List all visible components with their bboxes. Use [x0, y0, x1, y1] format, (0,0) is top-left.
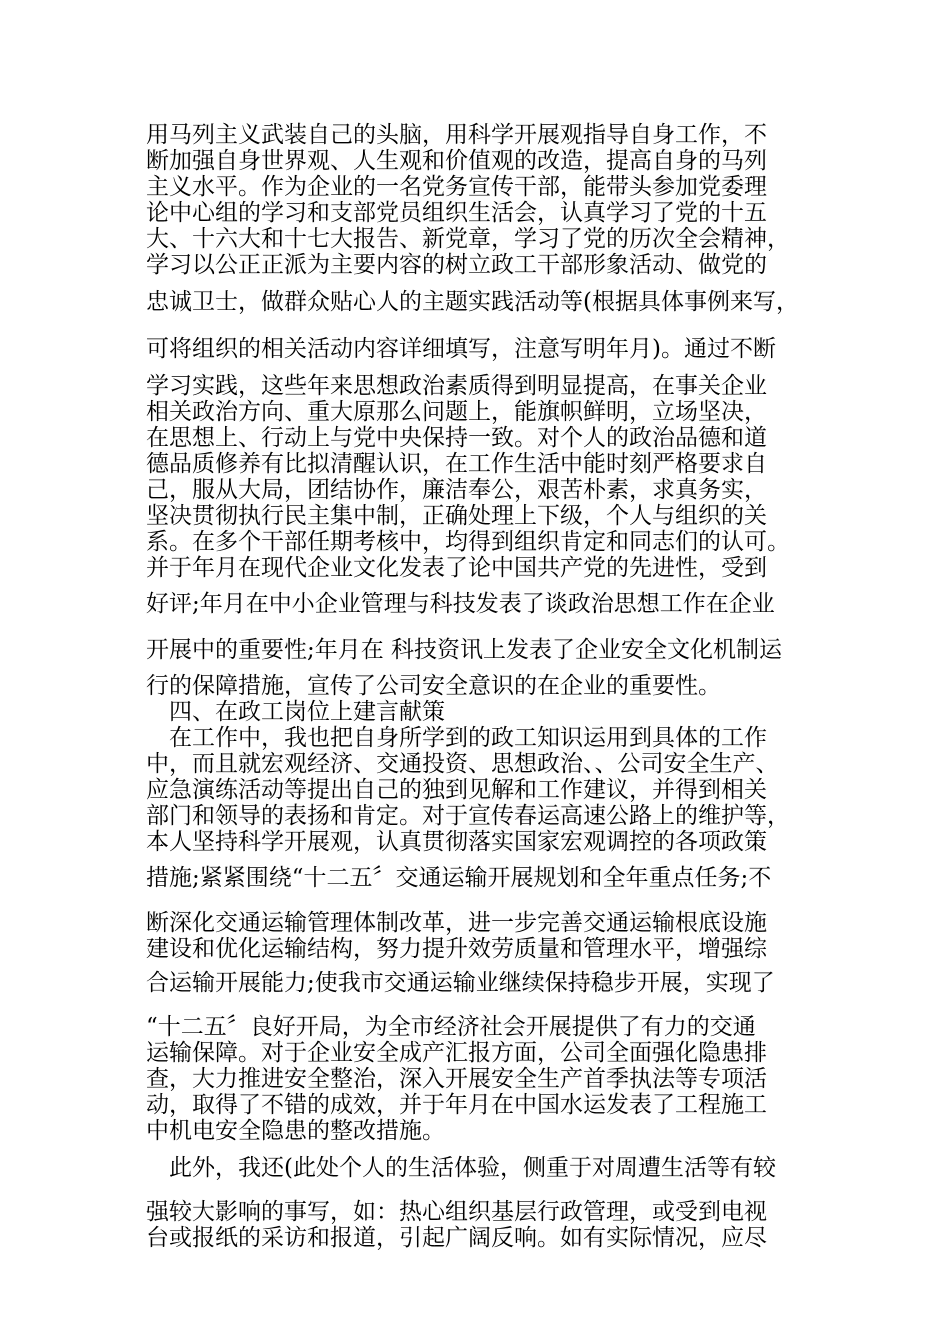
text-line: 坚决贯彻执行民主集中制，正确处理上下级，个人与组织的关 — [146, 503, 767, 529]
text-line: 此外，我还(此处个人的生活体验，侧重于对周遭生活等有较 — [146, 1155, 776, 1181]
text-line: 德品质修养有比拟清醒认识，在工作生活中能时刻严格要求自 — [146, 451, 767, 477]
text-line: 学习实践，这些年来思想政治素质得到明显提高，在事关企业 — [146, 373, 767, 399]
text-line: 在工作中，我也把自身所学到的政工知识运用到具体的工作 — [146, 725, 767, 751]
text-line: 相关政治方向、重大原那么问题上，能旗帜鲜明，立场坚决， — [146, 399, 767, 425]
text-line: 行的保障措施，宣传了公司安全意识的在企业的重要性。 — [146, 673, 721, 699]
text-line: 学习以公正正派为主要内容的树立政工干部形象活动、做党的 — [146, 252, 767, 278]
text-line: 中机电安全隐患的整改措施。 — [146, 1118, 445, 1144]
text-line: “十二五〞良好开局，为全市经济社会开展提供了有力的交通 — [146, 1014, 756, 1040]
text-line: 本人坚持科学开展观，认真贯彻落实国家宏观调控的各项政策 — [146, 829, 767, 855]
section-heading: 四、在政工岗位上建言献策 — [146, 699, 445, 725]
text-line: 忠诚卫士，做群众贴心人的主题实践活动等(根据具体事例来写， — [146, 289, 799, 315]
text-line: 措施;紧紧围绕“十二五〞交通运输开展规划和全年重点任务;不 — [146, 865, 772, 891]
text-line: 应急演练活动等提出自己的独到见解和工作建议，并得到相关 — [146, 777, 767, 803]
text-line: 查，大力推进安全整治，深入开展安全生产首季执法等专项活 — [146, 1066, 767, 1092]
text-line: 台或报纸的采访和报道，引起广阔反响。如有实际情况，应尽 — [146, 1225, 767, 1251]
text-line: 系。在多个干部任期考核中，均得到组织肯定和同志们的认可。 — [146, 529, 790, 555]
text-line: 中，而且就宏观经济、交通投资、思想政治、、公司安全生产、 — [146, 751, 779, 777]
text-line: 建设和优化运输结构，努力提升效劳质量和管理水平，增强综 — [146, 936, 767, 962]
text-line: 用马列主义武装自己的头脑，用科学开展观指导自身工作，不 — [146, 122, 767, 148]
text-line: 强较大影响的事写，如：热心组织基层行政管理，或受到电视 — [146, 1199, 767, 1225]
text-line: 论中心组的学习和支部党员组织生活会，认真学习了党的十五 — [146, 200, 767, 226]
text-line: 在思想上、行动上与党中央保持一致。对个人的政治品德和道 — [146, 425, 767, 451]
text-line: 合运输开展能力;使我市交通运输业继续保持稳步开展，实现了 — [146, 970, 775, 996]
text-line: 大、十六大和十七大报告、新党章，学习了党的历次全会精神， — [146, 226, 790, 252]
text-line: 主义水平。作为企业的一名党务宣传干部，能带头参加党委理 — [146, 174, 767, 200]
text-line: 部门和领导的表扬和肯定。对于宣传春运高速公路上的维护等， — [146, 803, 790, 829]
text-line: 好评;年月在中小企业管理与科技发表了谈政治思想工作在企业 — [146, 591, 775, 617]
text-line: 开展中的重要性;年月在 科技资讯上发表了企业安全文化机制运 — [146, 637, 783, 663]
text-line: 断深化交通运输管理体制改革，进一步完善交通运输根底设施 — [146, 910, 767, 936]
text-line: 己，服从大局，团结协作，廉洁奉公，艰苦朴素，求真务实， — [146, 477, 767, 503]
text-line: 运输保障。对于企业安全成产汇报方面，公司全面强化隐患排 — [146, 1040, 767, 1066]
text-line: 断加强自身世界观、人生观和价值观的改造，提高自身的马列 — [146, 148, 767, 174]
text-line: 动，取得了不错的成效，并于年月在中国水运发表了工程施工 — [146, 1092, 767, 1118]
text-line: 并于年月在现代企业文化发表了论中国共产党的先进性，受到 — [146, 555, 767, 581]
text-line: 可将组织的相关活动内容详细填写，注意写明年月)。通过不断 — [146, 336, 776, 362]
